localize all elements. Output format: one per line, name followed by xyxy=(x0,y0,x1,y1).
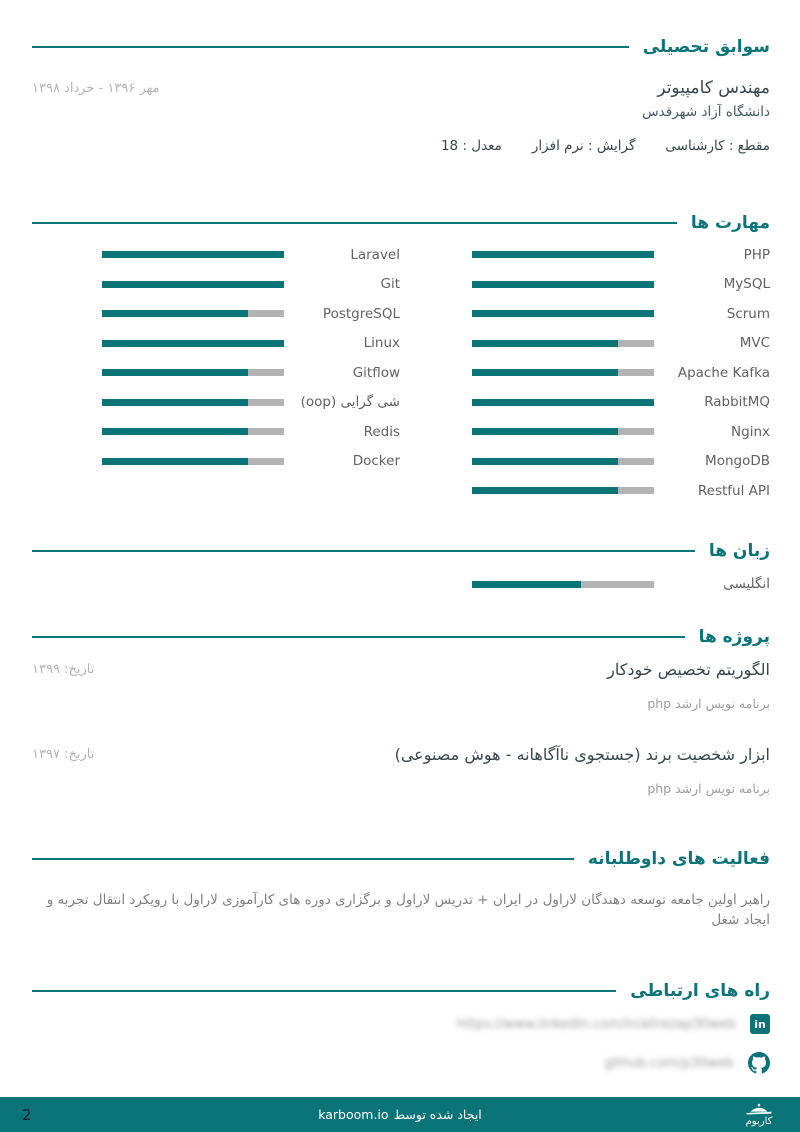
footer xyxy=(0,1097,800,1132)
volunteer-description: راهبر اولین جامعه توسعه دهندگان لاراول در ایران + تدریس لاراول و برگزاری دوره های کارآموزی لاراول با رویکرد انتقال تجربه و ایجاد شغل xyxy=(46,892,770,928)
skills-heading: مهارت ها xyxy=(690,213,770,233)
education-main xyxy=(441,76,770,154)
section-divider xyxy=(32,858,574,860)
skill-bar xyxy=(472,310,654,317)
skill-row xyxy=(102,329,400,359)
github-icon[interactable] xyxy=(748,1052,770,1074)
section-divider xyxy=(32,550,695,552)
skill-label: MongoDB xyxy=(705,453,770,470)
karboom-logo-text: کاربوم xyxy=(745,1115,773,1127)
education-entry xyxy=(32,76,770,154)
skill-label: Git xyxy=(380,276,400,293)
contact-heading: راه های ارتباطی xyxy=(630,981,770,1001)
skills-column-right xyxy=(472,240,770,506)
skill-bar xyxy=(102,281,284,288)
languages-list xyxy=(32,570,770,600)
section-header xyxy=(32,210,770,236)
skill-bar-fill xyxy=(102,251,284,258)
language-column xyxy=(472,570,770,600)
skill-bar-fill xyxy=(472,251,654,258)
degree-major: گرایش : نرم افزار xyxy=(531,138,636,154)
skill-row xyxy=(472,388,770,418)
skill-label: Scrum xyxy=(726,305,770,322)
skill-row xyxy=(102,417,400,447)
project-role: برنامه نویس ارشد php xyxy=(647,696,770,711)
skill-row xyxy=(472,270,770,300)
skill-row xyxy=(472,299,770,329)
skill-bar xyxy=(472,487,654,494)
project-main xyxy=(607,658,770,711)
skill-bar-fill xyxy=(102,369,248,376)
skill-bar xyxy=(472,369,654,376)
skill-label: شی گرایی (oop) xyxy=(300,394,400,411)
skill-row xyxy=(472,329,770,359)
skill-row xyxy=(102,270,400,300)
skill-bar xyxy=(102,458,284,465)
university-name: دانشگاه آزاد شهرقدس xyxy=(642,104,770,120)
skill-bar-fill xyxy=(472,340,618,347)
skill-bar-fill xyxy=(472,428,618,435)
footer-credit-text: ایجاد شده توسط xyxy=(393,1107,482,1122)
skill-bar-fill xyxy=(102,281,284,288)
degree-level: مقطع : کارشناسی xyxy=(665,138,770,154)
section-divider xyxy=(32,990,616,992)
projects-heading: پروژه ها xyxy=(698,627,770,647)
linkedin-icon[interactable]: in xyxy=(750,1014,770,1034)
section-divider xyxy=(32,46,629,48)
section-header xyxy=(32,538,770,564)
skill-row xyxy=(472,240,770,270)
degree-gpa: معدل : 18 xyxy=(440,138,502,154)
skill-row xyxy=(472,358,770,388)
skill-bar-fill xyxy=(472,458,618,465)
skills-columns xyxy=(32,240,770,506)
skill-bar xyxy=(472,399,654,406)
education-details xyxy=(441,138,770,154)
section-volunteer xyxy=(32,846,770,930)
skill-bar xyxy=(472,458,654,465)
skill-bar xyxy=(472,340,654,347)
skill-label: Docker xyxy=(352,453,400,470)
karboom-logo xyxy=(740,1103,778,1127)
skill-bar-fill xyxy=(472,281,654,288)
section-languages xyxy=(32,538,770,600)
skill-row xyxy=(102,240,400,270)
project-title: الگوریتم تخصیص خودکار xyxy=(607,660,770,679)
skill-bar-fill xyxy=(102,458,248,465)
skill-label: Apache Kafka xyxy=(677,364,770,381)
skill-row xyxy=(102,299,400,329)
project-date: تاریخ: ۱۳۹۹ xyxy=(32,662,95,677)
skill-bar-fill xyxy=(102,428,248,435)
skill-bar xyxy=(102,340,284,347)
section-divider xyxy=(32,222,677,224)
skill-label: Nginx xyxy=(731,423,770,440)
skill-row xyxy=(102,388,400,418)
linkedin-url[interactable]: https://www.linkedin.com/in/alirezap30web xyxy=(456,1016,736,1032)
skill-row xyxy=(472,570,770,600)
contact-row-github[interactable] xyxy=(32,1052,770,1074)
skill-bar-fill xyxy=(102,399,248,406)
skill-bar xyxy=(102,399,284,406)
skill-label: انگلیسی xyxy=(723,576,770,593)
languages-heading: زبان ها xyxy=(708,540,770,561)
skill-bar-fill xyxy=(472,310,654,317)
section-education xyxy=(32,34,770,154)
section-skills xyxy=(32,210,770,506)
skill-label: Gitflow xyxy=(352,364,400,381)
skill-row xyxy=(102,447,400,477)
project-date: تاریخ: ۱۳۹۷ xyxy=(32,747,95,762)
skill-bar xyxy=(102,428,284,435)
skill-bar-fill xyxy=(472,369,618,376)
skill-bar-fill xyxy=(472,581,581,588)
degree-title: مهندس کامپیوتر xyxy=(657,78,770,98)
skill-bar xyxy=(102,251,284,258)
skill-row xyxy=(102,358,400,388)
education-date-range: مهر ۱۳۹۶ - خرداد ۱۳۹۸ xyxy=(32,81,160,96)
section-divider xyxy=(32,636,685,638)
skill-bar-fill xyxy=(472,487,618,494)
section-header xyxy=(32,34,770,60)
skill-bar xyxy=(102,369,284,376)
skill-row xyxy=(472,476,770,506)
section-contact xyxy=(32,978,770,1074)
project-title: ابزار شخصیت برند (جستجوی ناآگاهانه - هوش مصنوعی) xyxy=(394,745,770,764)
skill-label: Redis xyxy=(363,423,400,440)
skill-label: RabbitMQ xyxy=(704,394,770,411)
skill-label: PostgreSQL xyxy=(322,305,400,322)
skill-row xyxy=(472,447,770,477)
section-header xyxy=(32,846,770,872)
skill-label: MySQL xyxy=(723,276,770,293)
skill-bar-fill xyxy=(472,399,654,406)
footer-credit xyxy=(318,1107,482,1122)
skill-label: PHP xyxy=(743,246,770,263)
section-header xyxy=(32,624,770,650)
project-role: برنامه نویس ارشد php xyxy=(647,781,770,796)
volunteer-heading: فعالیت های داوطلبانه xyxy=(587,849,770,869)
skill-bar xyxy=(472,281,654,288)
skill-bar-fill xyxy=(102,340,284,347)
footer-site: karboom.io xyxy=(318,1107,389,1122)
skill-bar xyxy=(472,251,654,258)
section-header xyxy=(32,978,770,1004)
project-main xyxy=(395,743,770,796)
page-number: 2 xyxy=(22,1105,32,1124)
github-url[interactable]: github.com/p30web xyxy=(604,1055,734,1071)
skill-row xyxy=(472,417,770,447)
karboom-hat-icon xyxy=(740,1103,778,1115)
skill-label: Restful API xyxy=(697,482,770,499)
skill-bar xyxy=(472,581,654,588)
skill-bar xyxy=(102,310,284,317)
section-projects xyxy=(32,624,770,796)
contact-row-linkedin[interactable] xyxy=(32,1014,770,1034)
project-item xyxy=(32,743,770,796)
skill-bar xyxy=(472,428,654,435)
project-item xyxy=(32,658,770,711)
education-heading: سوابق تحصیلی xyxy=(642,37,770,57)
skills-column-left xyxy=(102,240,400,506)
skill-label: Laravel xyxy=(350,246,400,263)
skill-bar-fill xyxy=(102,310,248,317)
skill-label: MVC xyxy=(739,335,770,352)
skill-label: Linux xyxy=(363,335,400,352)
